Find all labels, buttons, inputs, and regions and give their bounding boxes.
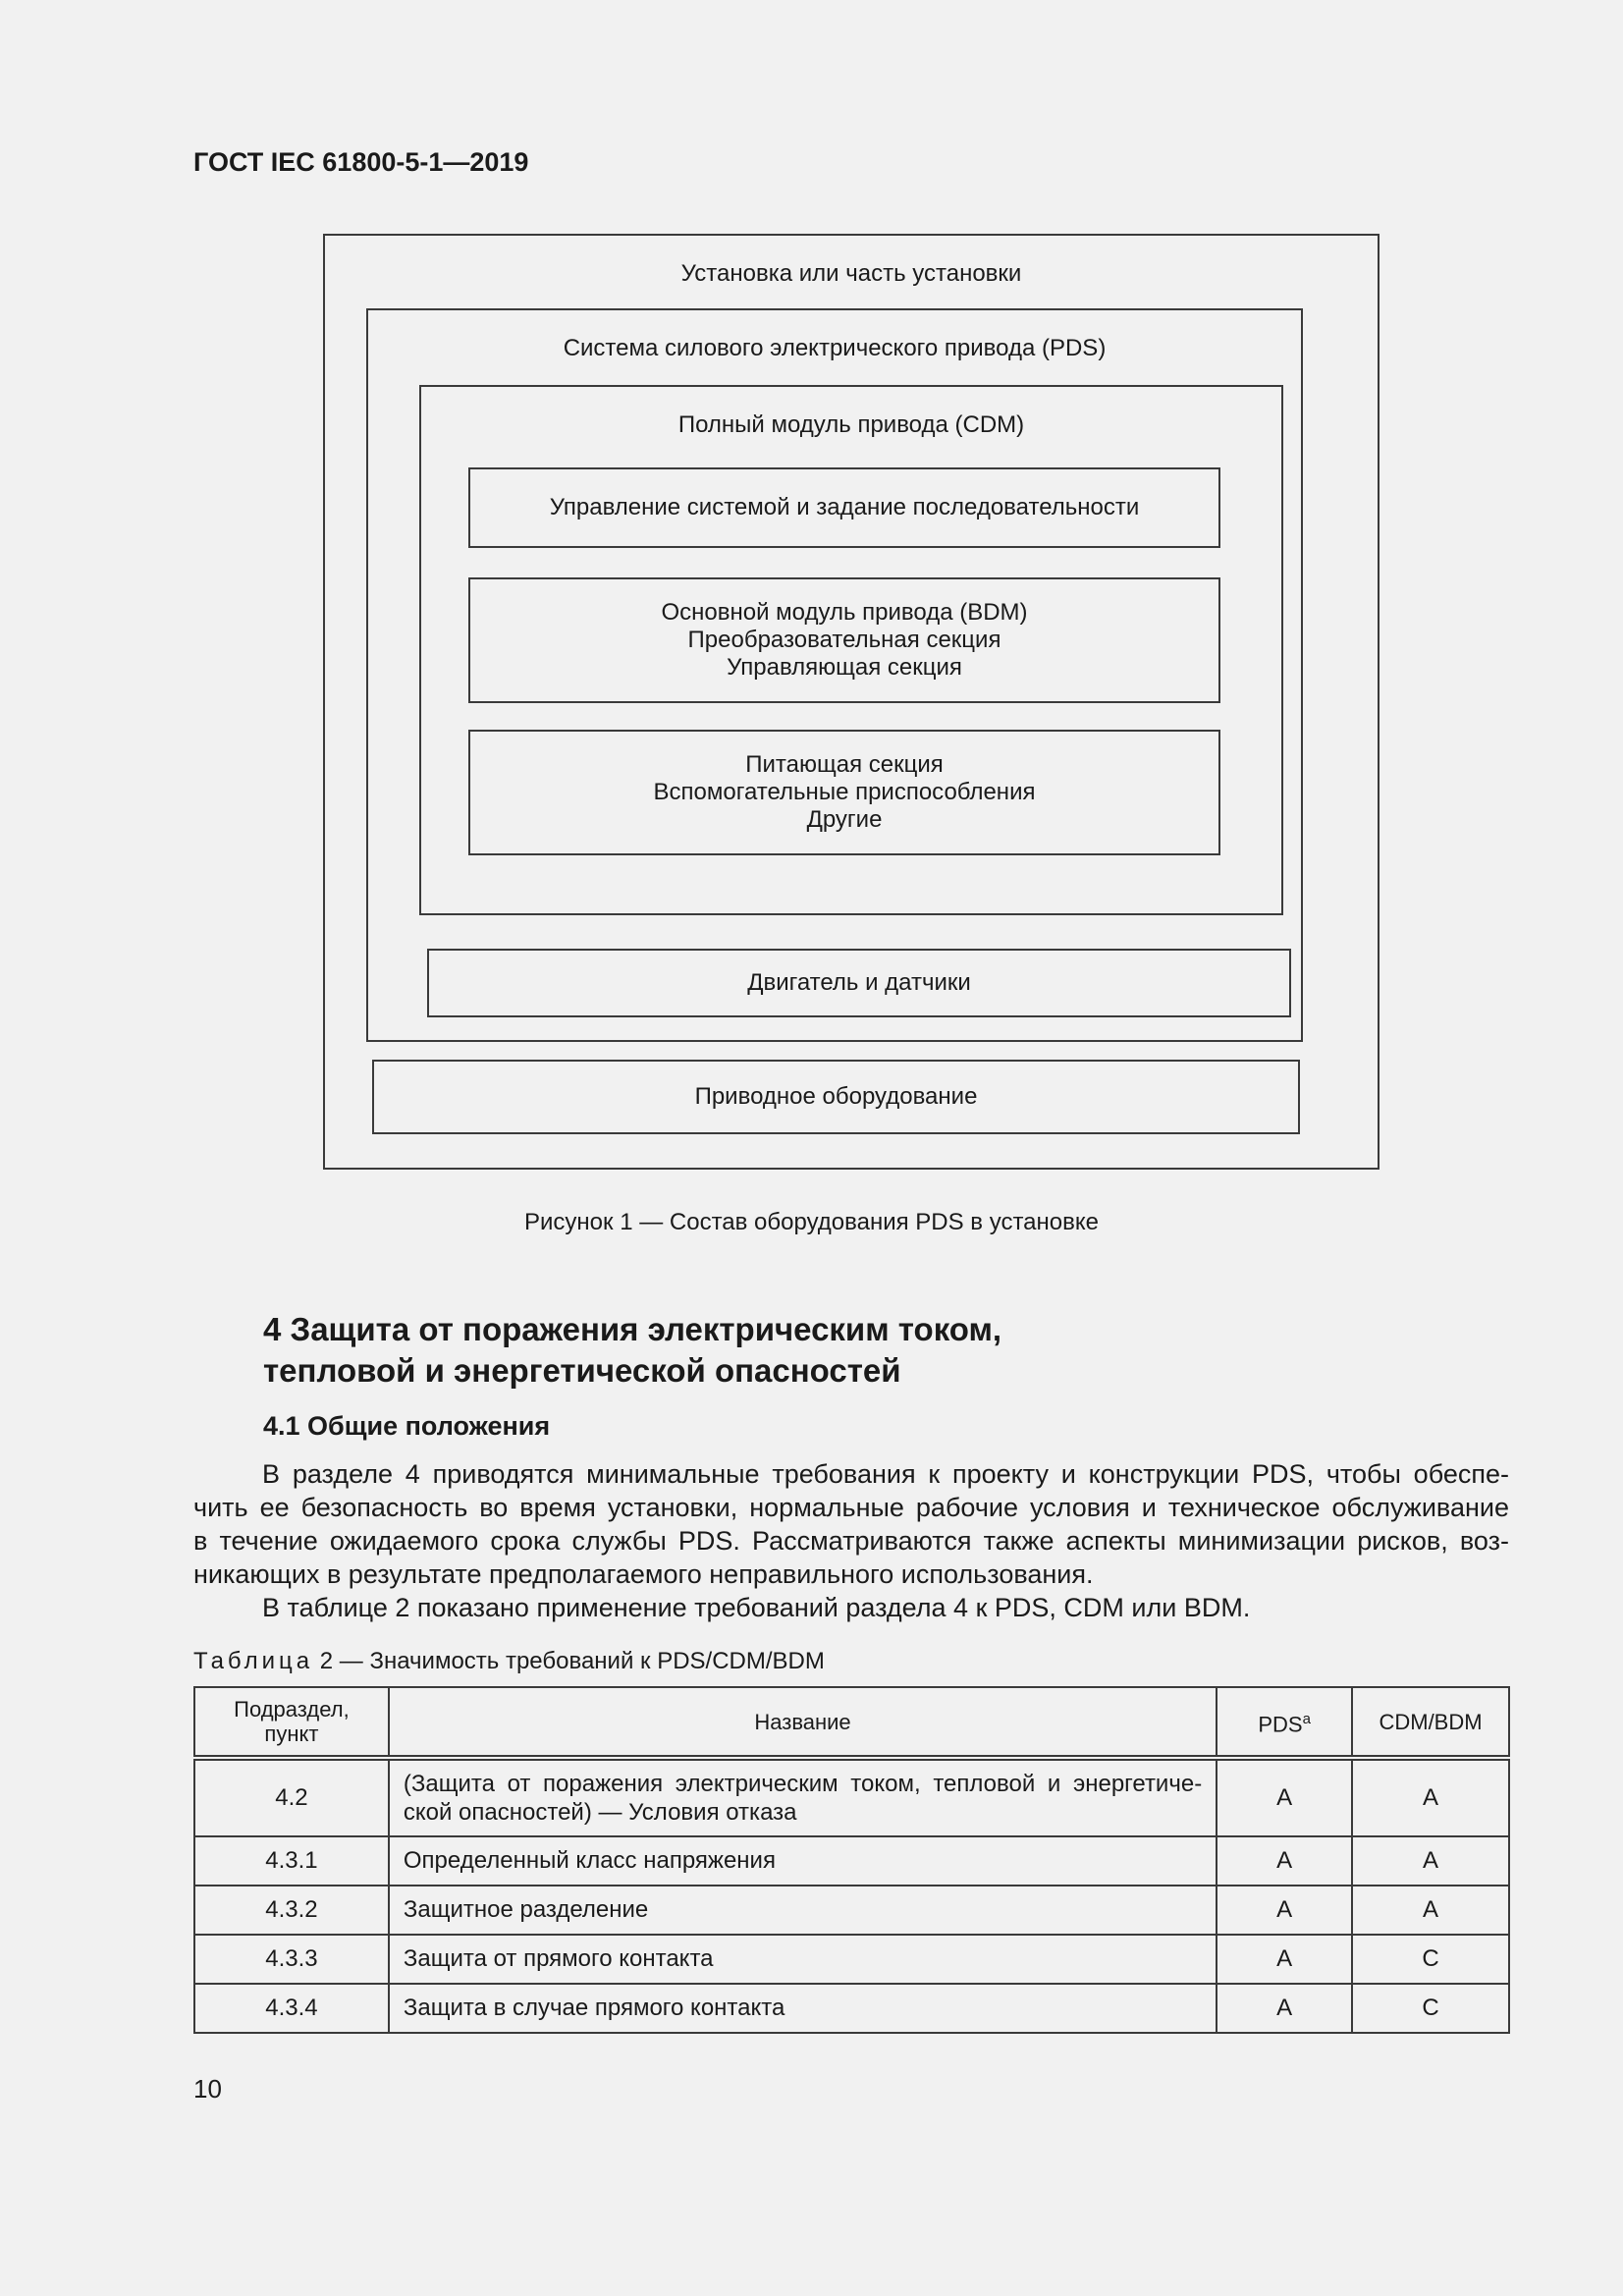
pds-title: Система силового электрического привода (PDS) <box>563 335 1107 361</box>
header-clause-line: пункт <box>264 1722 319 1746</box>
header-cdm-bdm: CDM/BDM <box>1352 1687 1509 1758</box>
bdm-line: Основной модуль привода (BDM) <box>661 599 1028 626</box>
section-title-line: тепловой и энергетической опасностей <box>263 1352 901 1389</box>
cell-cdm-bdm: C <box>1352 1984 1509 2033</box>
cell-pds: A <box>1217 1886 1352 1935</box>
paragraph-1 <box>193 1457 1509 1591</box>
header-clause-line: Подраздел, <box>234 1697 350 1722</box>
cell-pds: A <box>1217 1836 1352 1886</box>
bdm-line: Управляющая секция <box>727 654 962 681</box>
section-title <box>263 1309 1001 1392</box>
paragraph-line: В разделе 4 приводятся минимальные требования к проекту и конструкции PDS, чтобы обеспе- <box>262 1459 1509 1489</box>
cell-name: Защитное разделение <box>389 1886 1217 1935</box>
cell-pds: A <box>1217 1935 1352 1984</box>
cell-name <box>389 1758 1217 1836</box>
paragraph-line: чить ее безопасность во время установки, нормальные рабочие условия и техническое обслуживание <box>193 1493 1509 1522</box>
bdm-box <box>468 577 1220 703</box>
installation-title: Установка или часть установки <box>680 260 1022 287</box>
figure-caption: Рисунок 1 — Состав оборудования PDS в установке <box>524 1209 1099 1235</box>
table-caption <box>193 1648 825 1675</box>
driven-equipment-label: Приводное оборудование <box>694 1083 978 1110</box>
figure-installation-box <box>323 234 1380 1170</box>
table-caption-text: 2 — Значимость требований к PDS/CDM/BDM <box>313 1648 825 1674</box>
table-row <box>194 1836 1509 1886</box>
motor-box-label: Двигатель и датчики <box>747 969 971 996</box>
cell-cdm-bdm: C <box>1352 1935 1509 1984</box>
footnote-marker: a <box>1302 1710 1311 1727</box>
cell-name: Определенный класс напряжения <box>389 1836 1217 1886</box>
header-pds-label: PDS <box>1258 1712 1303 1737</box>
paragraph-2 <box>193 1591 1509 1624</box>
document-code: ГОСТ IEC 61800-5-1—2019 <box>193 147 529 177</box>
requirements-table <box>193 1686 1510 2034</box>
subsection-title: 4.1 Общие положения <box>263 1411 551 1441</box>
control-box <box>468 467 1220 548</box>
pds-box <box>366 308 1303 1042</box>
motor-box <box>427 949 1291 1017</box>
cell-name: Защита от прямого контакта <box>389 1935 1217 1984</box>
table-header-row <box>194 1687 1509 1758</box>
table-row <box>194 1935 1509 1984</box>
control-box-label: Управление системой и задание последовательности <box>549 494 1140 520</box>
supply-line: Вспомогательные приспособления <box>653 779 1036 805</box>
cdm-box <box>419 385 1283 915</box>
paragraph-line: в течение ожидаемого срока службы PDS. Рассматриваются также аспекты минимизации рисков, воз- <box>193 1526 1509 1556</box>
cell-cdm-bdm: A <box>1352 1836 1509 1886</box>
cell-clause: 4.3.2 <box>194 1886 389 1935</box>
cdm-title: Полный модуль привода (CDM) <box>677 411 1025 438</box>
header-pds <box>1217 1687 1352 1758</box>
supply-line: Питающая секция <box>745 751 944 778</box>
cell-name-line: ской опасностей) — Условия отказа <box>403 1799 797 1826</box>
cell-cdm-bdm: A <box>1352 1886 1509 1935</box>
supply-line: Другие <box>806 806 883 833</box>
cell-cdm-bdm: A <box>1352 1758 1509 1836</box>
cell-clause: 4.3.4 <box>194 1984 389 2033</box>
paragraph-line: В таблице 2 показано применение требований раздела 4 к PDS, CDM или BDM. <box>262 1593 1251 1622</box>
driven-equipment-box <box>372 1060 1300 1134</box>
header-clause <box>194 1687 389 1758</box>
cell-clause: 4.3.1 <box>194 1836 389 1886</box>
cell-name: Защита в случае прямого контакта <box>389 1984 1217 2033</box>
table-row <box>194 1984 1509 2033</box>
table-caption-word: Таблица <box>193 1648 314 1674</box>
table-row <box>194 1758 1509 1836</box>
supply-box <box>468 730 1220 855</box>
bdm-line: Преобразовательная секция <box>687 627 1001 653</box>
page-number: 10 <box>193 2074 222 2104</box>
cell-pds: A <box>1217 1758 1352 1836</box>
table-row <box>194 1886 1509 1935</box>
cell-clause: 4.2 <box>194 1758 389 1836</box>
cell-pds: A <box>1217 1984 1352 2033</box>
header-name: Название <box>389 1687 1217 1758</box>
cell-name-line: (Защита от поражения электрическим током, тепловой и энергетиче- <box>403 1771 1203 1797</box>
section-title-line: 4 Защита от поражения электрическим током, <box>263 1311 1002 1347</box>
paragraph-line: никающих в результате предполагаемого неправильного использования. <box>193 1559 1094 1589</box>
cell-clause: 4.3.3 <box>194 1935 389 1984</box>
